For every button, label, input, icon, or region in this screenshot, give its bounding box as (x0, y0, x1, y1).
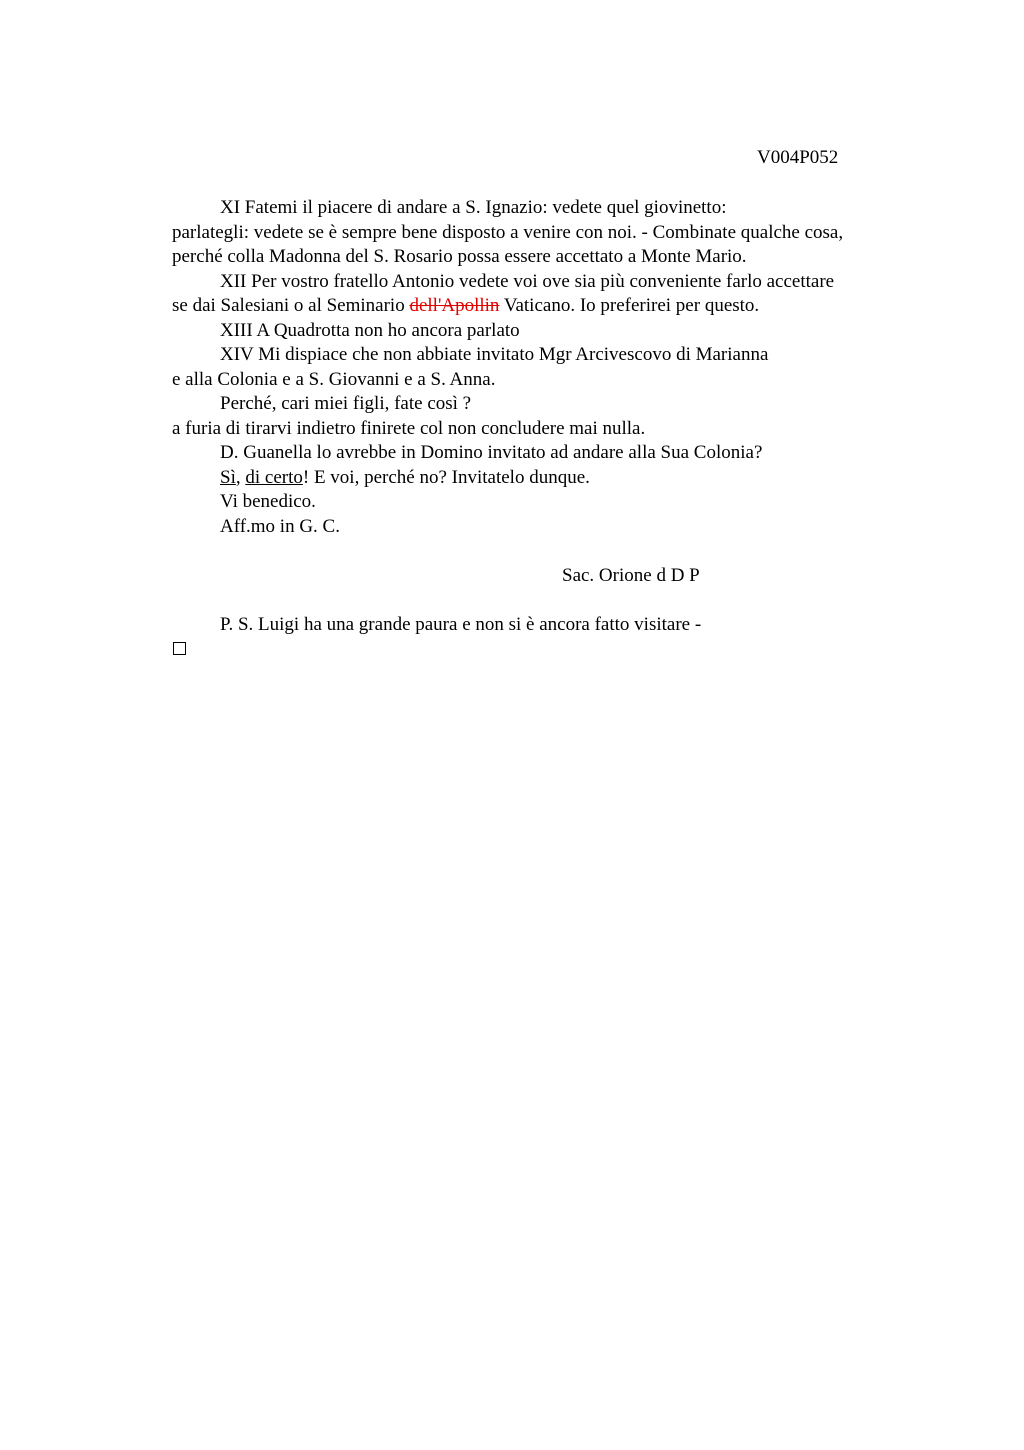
postscript: P. S. Luigi ha una grande paura e non si è ancora fatto visitare - (220, 613, 702, 635)
text-segment: se dai Salesiani o al Seminario (172, 295, 410, 316)
paragraph-xii: XII Per vostro fratello Antonio vedete voi ove sia più conveniente farlo accettare (220, 270, 835, 292)
text-segment: Vaticano. Io preferirei per questo. (499, 295, 760, 316)
underlined-text: di certo (245, 466, 303, 488)
text-line: perché colla Madonna del S. Rosario possa essere accettato a Monte Mario. (172, 246, 747, 267)
text-line: D. Guanella lo avrebbe in Domino invitato ad andare alla Sua Colonia? (220, 442, 763, 463)
text-line: Perché, cari miei figli, fate così ? (220, 393, 472, 414)
text-line: a furia di tirarvi indietro finirete col non concludere mai nulla. (172, 417, 646, 439)
text-line (172, 466, 912, 491)
text-segment: ! E voi, perché no? Invitatelo dunque. (302, 466, 590, 488)
square-icon (173, 642, 186, 655)
text-line: e alla Colonia e a S. Giovanni e a S. Anna. (172, 368, 496, 390)
paragraph-xiv: XIV Mi dispiace che non abbiate invitato Mgr Arcivescovo di Marianna (220, 344, 769, 365)
closing-line: Aff.mo in G. C. (220, 515, 340, 537)
end-mark-line (172, 637, 912, 662)
page-code: V004P052 (757, 147, 839, 168)
blank-line (172, 539, 912, 564)
underlined-text: Sì (220, 466, 236, 488)
paragraph-xi: XI Fatemi il piacere di andare a S. Ignazio: vedete quel giovinetto: (220, 197, 727, 218)
text-line (172, 294, 912, 319)
struck-out-text: dell'Apollin (409, 295, 500, 316)
signature: Sac. Orione d D P (562, 564, 700, 586)
blessing-line: Vi benedico. (220, 491, 316, 512)
text-line: parlategli: vedete se è sempre bene disposto a venire con noi. - Combinate qualche cosa, (172, 221, 844, 243)
text-segment: , (235, 466, 246, 488)
letter-body (172, 196, 912, 662)
blank-line (172, 588, 912, 613)
paragraph-xiii: XIII A Quadrotta non ho ancora parlato (220, 319, 520, 341)
